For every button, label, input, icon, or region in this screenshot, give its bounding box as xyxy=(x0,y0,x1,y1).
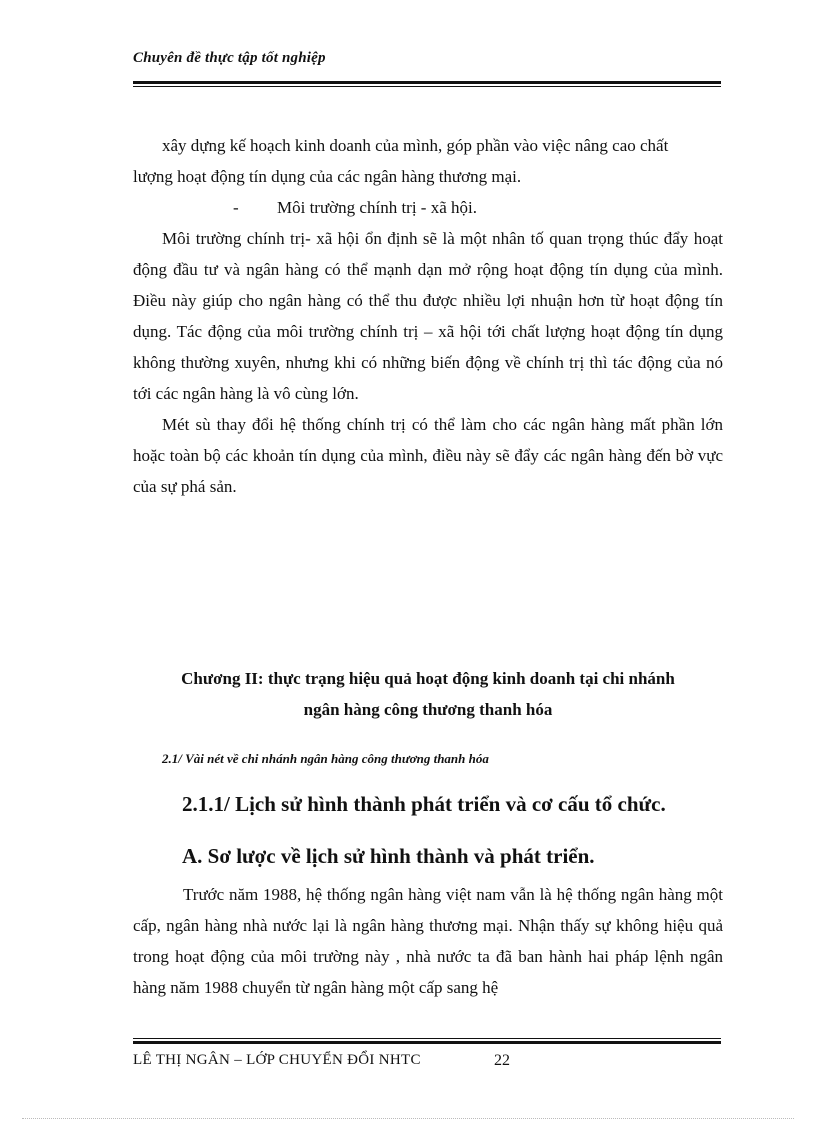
paragraph-1-line-2: lượng hoạt động tín dụng của các ngân hàng thương mại. xyxy=(133,167,522,186)
page-header: Chuyên đề thực tập tốt nghiệp xyxy=(133,50,326,66)
footer-rule-thick xyxy=(133,1041,721,1044)
chapter-heading-line-1: Chương II: thực trạng hiệu quả hoạt động kinh doanh tại chi nhánh xyxy=(181,669,675,688)
paragraph-2: Môi trường chính trị- xã hội ổn định sẽ là một nhân tố quan trọng thúc đẩy hoạt động đầu tư và ngân hàng có thể mạnh dạn mở rộng hoạt động tín dụng của mình. Điều này giúp cho ngân hàng có thể thu được nhiều lợi nhuận hơn từ hoạt động tín dụng. Tác động của môi trường chính trị – xã hội tới chất lượng hoạt động tín dụng không thường xuyên, nhưng khi có những biến động về chính trị thì tác động của nó tới các ngân hàng là vô cùng lớn. xyxy=(133,229,723,403)
footer-rule-thin xyxy=(133,1038,721,1039)
paragraph-group-4 xyxy=(133,879,723,1003)
chapter-heading xyxy=(133,663,723,725)
paragraph-1-line-1: xây dựng kế hoạch kinh doanh của mình, góp phần vào việc nâng cao chất xyxy=(162,136,669,155)
paragraph-group-2 xyxy=(133,223,723,502)
bullet-dash: - xyxy=(233,198,239,217)
page-bottom-divider xyxy=(22,1118,794,1119)
page-number: 22 xyxy=(494,1052,510,1069)
bullet-item xyxy=(233,192,477,223)
chapter-heading-line-2: ngân hàng công thương thanh hóa xyxy=(303,700,553,719)
header-rule-thick xyxy=(133,81,721,84)
paragraph-4: Trước năm 1988, hệ thống ngân hàng việt nam vẫn là hệ thống ngân hàng một cấp, ngân hàng nhà nước lại là ngân hàng thương mại. Nhận thấy sự không hiệu quả trong hoạt động của môi trường này , nhà nước ta đã ban hành hai pháp lệnh ngân hàng năm 1988 chuyển từ ngân hàng một cấp sang hệ xyxy=(133,885,723,997)
footer-author: LÊ THỊ NGÂN – LỚP CHUYỂN ĐỔI NHTC xyxy=(133,1052,421,1068)
bullet-text: Môi trường chính trị - xã hội. xyxy=(277,198,477,217)
section-a-heading: A. Sơ lược về lịch sử hình thành và phát triển. xyxy=(182,844,595,868)
header-rule-thin xyxy=(133,86,721,87)
paragraph-1 xyxy=(133,130,723,192)
section-2-1-heading: 2.1/ Vài nét về chi nhánh ngân hàng công thương thanh hóa xyxy=(162,751,489,766)
paragraph-3: Mét sù thay đổi hệ thống chính trị có thể làm cho các ngân hàng mất phần lớn hoặc toàn bộ các khoản tín dụng của mình, điều này sẽ đẩy các ngân hàng đến bờ vực của sự phá sản. xyxy=(133,415,723,496)
section-2-1-1-heading: 2.1.1/ Lịch sử hình thành phát triển và cơ cấu tổ chức. xyxy=(182,792,666,816)
